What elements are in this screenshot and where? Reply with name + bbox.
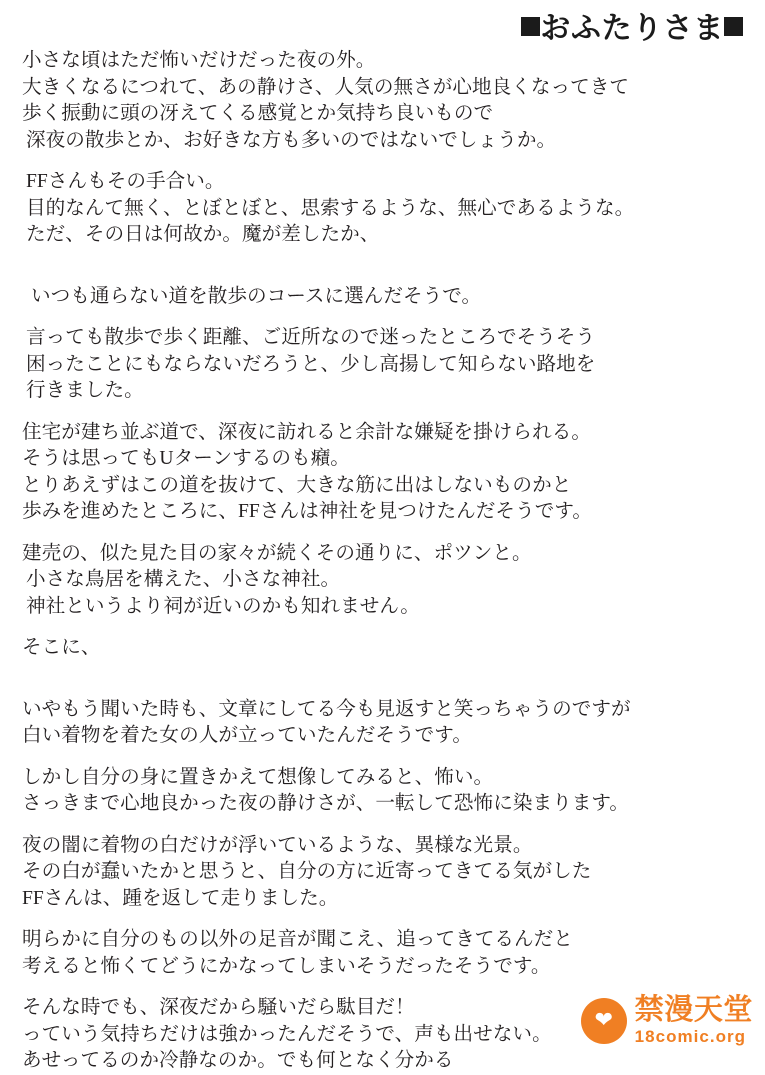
watermark-title: 禁漫天堂 <box>634 994 753 1026</box>
spacer <box>22 677 739 697</box>
square-marker-left-icon <box>521 17 540 36</box>
text-line: いつも通らない道を散歩のコースに選んだそうで。 <box>31 285 482 307</box>
paragraph <box>22 284 739 311</box>
paragraph <box>22 927 739 980</box>
square-marker-right-icon <box>724 17 743 36</box>
text-line: 神社というより祠が近いのかも知れません。 <box>26 595 420 617</box>
paragraph <box>22 635 739 662</box>
text-line: 深夜の散歩とか、お好きな方も多いのではないでしょうか。 <box>26 129 557 151</box>
text-line: 明らかに自分のもの以外の足音が聞こえ、追ってきてるんだと <box>22 929 573 950</box>
text-line: そこに、 <box>22 637 101 658</box>
text-line: 考えると怖くてどうにかなってしまいそうだったそうです。 <box>22 955 551 977</box>
paragraph <box>22 169 739 249</box>
text-line: 夜の闇に着物の白だけが浮いているような、異様な光景。 <box>22 834 533 856</box>
watermark <box>575 992 759 1049</box>
text-line: 行きました。 <box>26 380 144 401</box>
text-line: 白い着物を着た女の人が立っていたんだそうです。 <box>22 725 472 746</box>
paragraph <box>22 765 739 818</box>
heart-icon: ❤ <box>594 1006 613 1032</box>
page-title-text: おふたりさま <box>540 12 724 45</box>
heart-badge-icon <box>581 998 627 1044</box>
spacer <box>22 264 739 284</box>
paragraph <box>22 697 739 750</box>
text-line: ただ、その日は何故か。魔が差したか、 <box>26 224 380 245</box>
text-line: そんな時でも、深夜だから騒いだら駄目だ！ <box>22 997 415 1018</box>
document-body <box>0 44 765 1075</box>
paragraph <box>22 541 739 621</box>
text-line: あせってるのか冷静なのか。でも何となく分かる <box>22 1050 454 1071</box>
watermark-text <box>635 996 753 1045</box>
text-line: とりあえずはこの道を抜けて、大きな筋に出はしないものかと <box>22 474 572 496</box>
text-line: 小さな頃はただ怖いだけだった夜の外。 <box>22 50 376 71</box>
paragraph <box>22 833 739 913</box>
page-title-row <box>0 0 765 44</box>
paragraph <box>22 48 739 154</box>
text-line: 言っても散歩で歩く距離、ご近所なので迷ったところでそうそう <box>26 327 596 348</box>
text-line: 困ったことにもならないだろうと、少し高揚して知らない路地を <box>26 353 596 375</box>
text-line: 大きくなるにつれて、あの静けさ、人気の無さが心地良くなってきて <box>22 76 630 98</box>
text-line: その白が蠢いたかと思うと、自分の方に近寄ってきてる気がした <box>22 861 592 882</box>
text-line: 建売の、似た見た目の家々が続くその通りに、ポツンと。 <box>22 542 532 564</box>
text-line: FFさんもその手合い。 <box>26 171 225 192</box>
text-line: 小さな鳥居を構えた、小さな神社。 <box>26 569 341 590</box>
text-line: いやもう聞いた時も、文章にしてる今も見返すと笑っちゃうのですが <box>22 698 631 720</box>
paragraph <box>22 420 739 526</box>
text-line: さっきまで心地良かった夜の静けさが、一転して恐怖に染まります。 <box>22 793 630 814</box>
text-line: 歩みを進めたところに、FFさんは神社を見つけたんだそうです。 <box>22 501 593 522</box>
text-line: っていう気持ちだけは強かったんだそうで、声も出せない。 <box>22 1023 552 1045</box>
watermark-url: 18comic.org <box>634 1027 747 1046</box>
page-title <box>521 3 743 47</box>
paragraph <box>22 325 739 405</box>
text-line: しかし自分の身に置きかえて想像してみると、怖い。 <box>22 766 494 788</box>
text-line: 住宅が建ち並ぶ道で、深夜に訪れると余計な嫌疑を掛けられる。 <box>22 421 591 443</box>
text-line: 歩く振動に頭の冴えてくる感覚とか気持ち良いもので <box>22 103 494 124</box>
text-line: FFさんは、踵を返して走りました。 <box>22 887 339 909</box>
text-line: 目的なんて無く、とぼとぼと、思索するような、無心であるような。 <box>26 197 635 219</box>
text-line: そうは思ってもUターンするのも癪。 <box>22 448 350 469</box>
